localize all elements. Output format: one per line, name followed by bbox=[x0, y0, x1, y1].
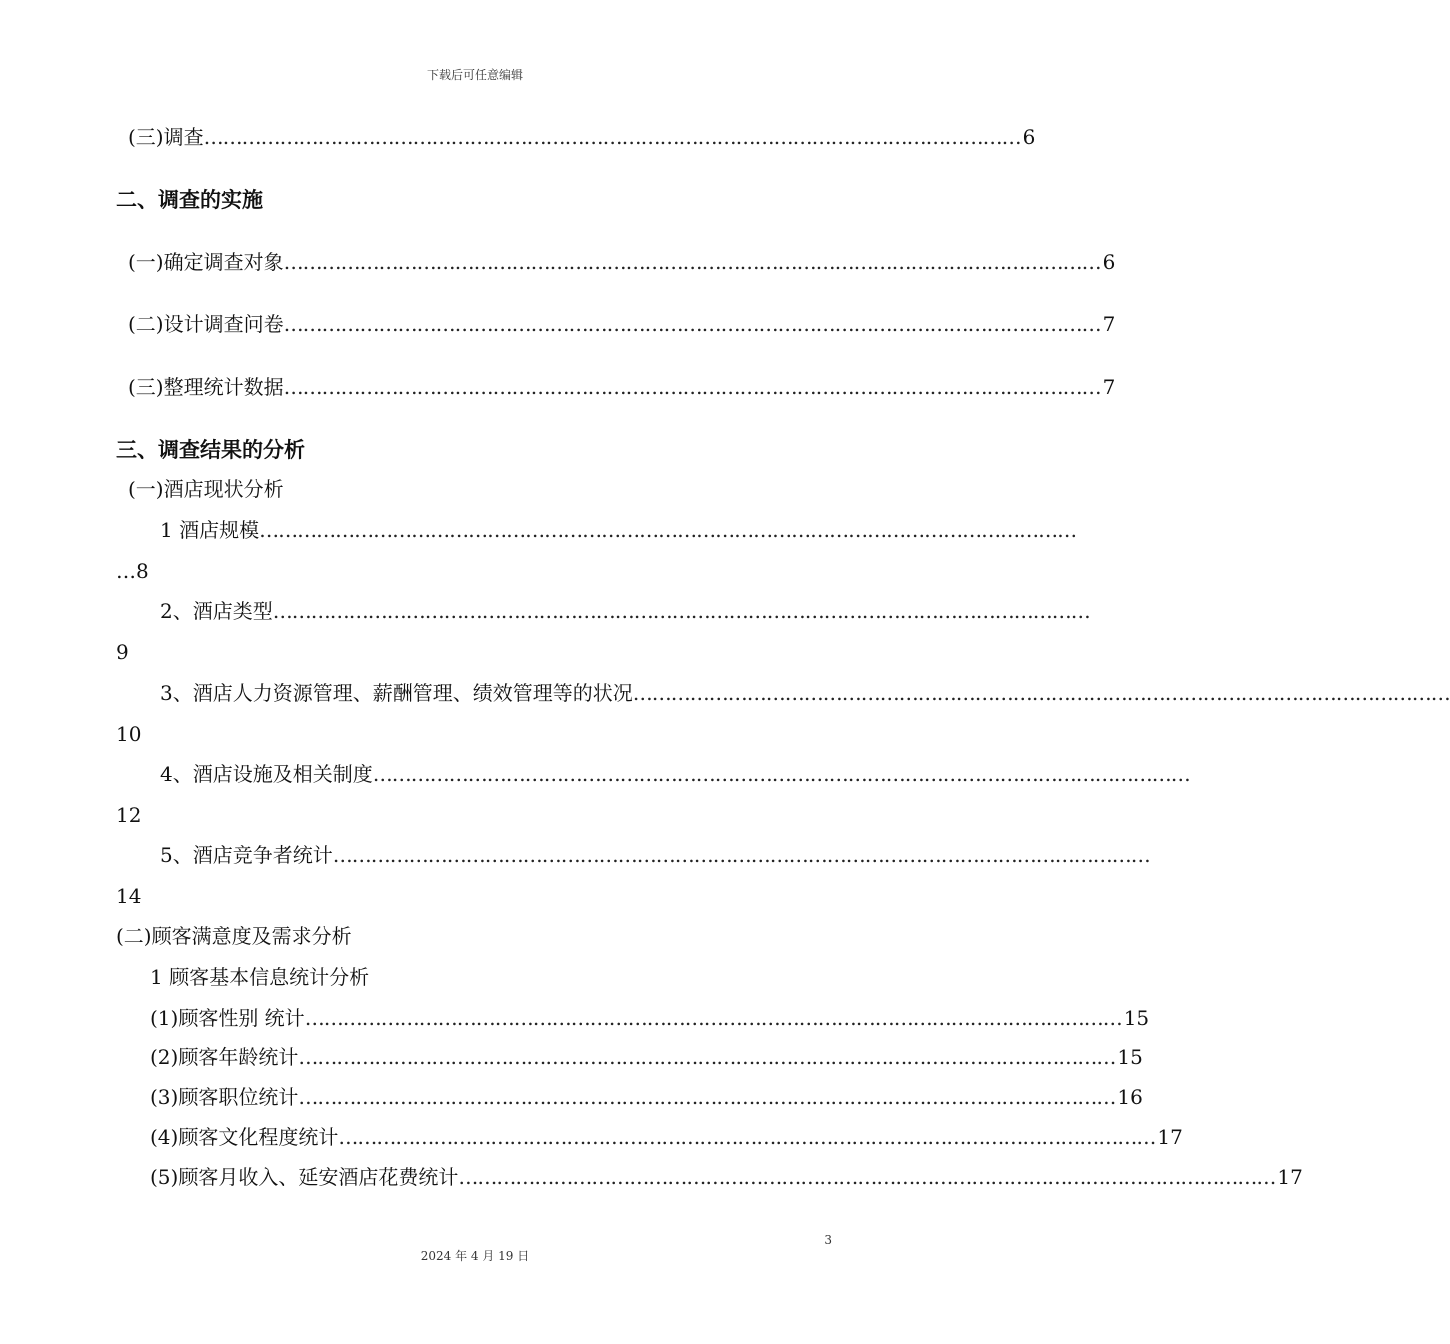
toc-entry[interactable] bbox=[160, 760, 1190, 788]
section-heading: 三、调查结果的分析 bbox=[116, 438, 305, 462]
dot-leader: ………………………………………………………………………………………………………………… bbox=[283, 250, 1101, 274]
toc-entry-title: (三)调查 bbox=[128, 125, 204, 149]
toc-entry-page: 6 bbox=[1022, 125, 1036, 149]
toc-entry-title: 5、酒店竞争者统计 bbox=[160, 843, 333, 867]
toc-entry-page: 16 bbox=[1117, 1085, 1143, 1109]
toc-entry-page: 15 bbox=[1117, 1045, 1143, 1069]
dot-leader: ………………………………………………………………………………………………………………… bbox=[283, 312, 1101, 336]
toc-entry[interactable] bbox=[160, 679, 1450, 707]
toc-entry-page: 6 bbox=[1102, 250, 1116, 274]
page-header: 下载后可任意编辑 bbox=[426, 68, 523, 82]
dot-leader: ………………………………………………………………………………………………………………… bbox=[272, 599, 1090, 623]
subsection-heading: 1 顾客基本信息统计分析 bbox=[150, 965, 370, 989]
toc-entry-page: 17 bbox=[1277, 1165, 1303, 1189]
toc-entry-title: 3、酒店人力资源管理、薪酬管理、绩效管理等的状况 bbox=[160, 681, 633, 705]
toc-entry-page: 12 bbox=[116, 803, 142, 827]
toc-entry-page: 14 bbox=[116, 884, 142, 908]
dot-leader: ………………………………………………………………………………………………………………… bbox=[298, 1085, 1116, 1109]
toc-entry[interactable] bbox=[150, 1004, 1150, 1032]
toc-entry[interactable] bbox=[128, 373, 1116, 401]
toc-entry-title: (三)整理统计数据 bbox=[128, 375, 284, 399]
toc-entry[interactable] bbox=[160, 597, 1090, 625]
toc-entry-page: 10 bbox=[116, 722, 142, 746]
dot-leader: ………………………………………………………………………………………………………………… bbox=[203, 125, 1021, 149]
dot-leader: ………………………………………………………………………………………………………………… bbox=[338, 1125, 1156, 1149]
toc-entry[interactable] bbox=[150, 1083, 1143, 1111]
toc-entry-page: 9 bbox=[116, 640, 129, 664]
toc-entry-title: (4)顾客文化程度统计 bbox=[150, 1125, 339, 1149]
dot-leader: ………………………………………………………………………………………………………………… bbox=[458, 1165, 1276, 1189]
dot-leader: ………………………………………………………………………………………………………………… bbox=[632, 681, 1450, 705]
toc-entry[interactable] bbox=[160, 516, 1077, 544]
toc-entry-title: 2、酒店类型 bbox=[160, 599, 273, 623]
toc-entry-page: 17 bbox=[1157, 1125, 1183, 1149]
toc-entry-page: …8 bbox=[116, 559, 149, 583]
page-footer-date: 2024 年 4 月 19 日 bbox=[420, 1249, 530, 1263]
toc-entry[interactable] bbox=[150, 1043, 1143, 1071]
dot-leader: ………………………………………………………………………………………………………………… bbox=[332, 843, 1150, 867]
toc-entry[interactable] bbox=[160, 841, 1150, 869]
toc-entry[interactable] bbox=[128, 123, 1036, 151]
toc-entry-title: (5)顾客月收入、延安酒店花费统计 bbox=[150, 1165, 459, 1189]
subsection-heading: (二)顾客满意度及需求分析 bbox=[116, 924, 352, 948]
subsection-heading: (一)酒店现状分析 bbox=[128, 477, 284, 501]
dot-leader: ………………………………………………………………………………………………………………… bbox=[298, 1045, 1116, 1069]
page-number: 3 bbox=[824, 1233, 832, 1247]
toc-entry-title: (一)确定调查对象 bbox=[128, 250, 284, 274]
dot-leader: ………………………………………………………………………………………………………………… bbox=[372, 762, 1190, 786]
toc-entry-page: 7 bbox=[1102, 375, 1116, 399]
toc-entry[interactable] bbox=[128, 310, 1116, 338]
toc-entry-title: (二)设计调查问卷 bbox=[128, 312, 284, 336]
dot-leader: ………………………………………………………………………………………………………………… bbox=[283, 375, 1101, 399]
toc-entry[interactable] bbox=[150, 1123, 1183, 1151]
toc-entry-title: (1)顾客性别 统计 bbox=[150, 1006, 305, 1030]
toc-entry-page: 15 bbox=[1123, 1006, 1150, 1030]
toc-entry-title: 4、酒店设施及相关制度 bbox=[160, 762, 373, 786]
toc-entry-title: (2)顾客年龄统计 bbox=[150, 1045, 299, 1069]
toc-entry-page: 7 bbox=[1102, 312, 1116, 336]
section-heading: 二、调查的实施 bbox=[116, 188, 263, 212]
toc-entry-title: 1 酒店规模 bbox=[160, 518, 260, 542]
toc-entry[interactable] bbox=[128, 248, 1116, 276]
dot-leader: ………………………………………………………………………………………………………………… bbox=[304, 1006, 1122, 1030]
toc-entry-title: (3)顾客职位统计 bbox=[150, 1085, 299, 1109]
dot-leader: ………………………………………………………………………………………………………………… bbox=[259, 518, 1077, 542]
toc-entry[interactable] bbox=[150, 1163, 1303, 1191]
